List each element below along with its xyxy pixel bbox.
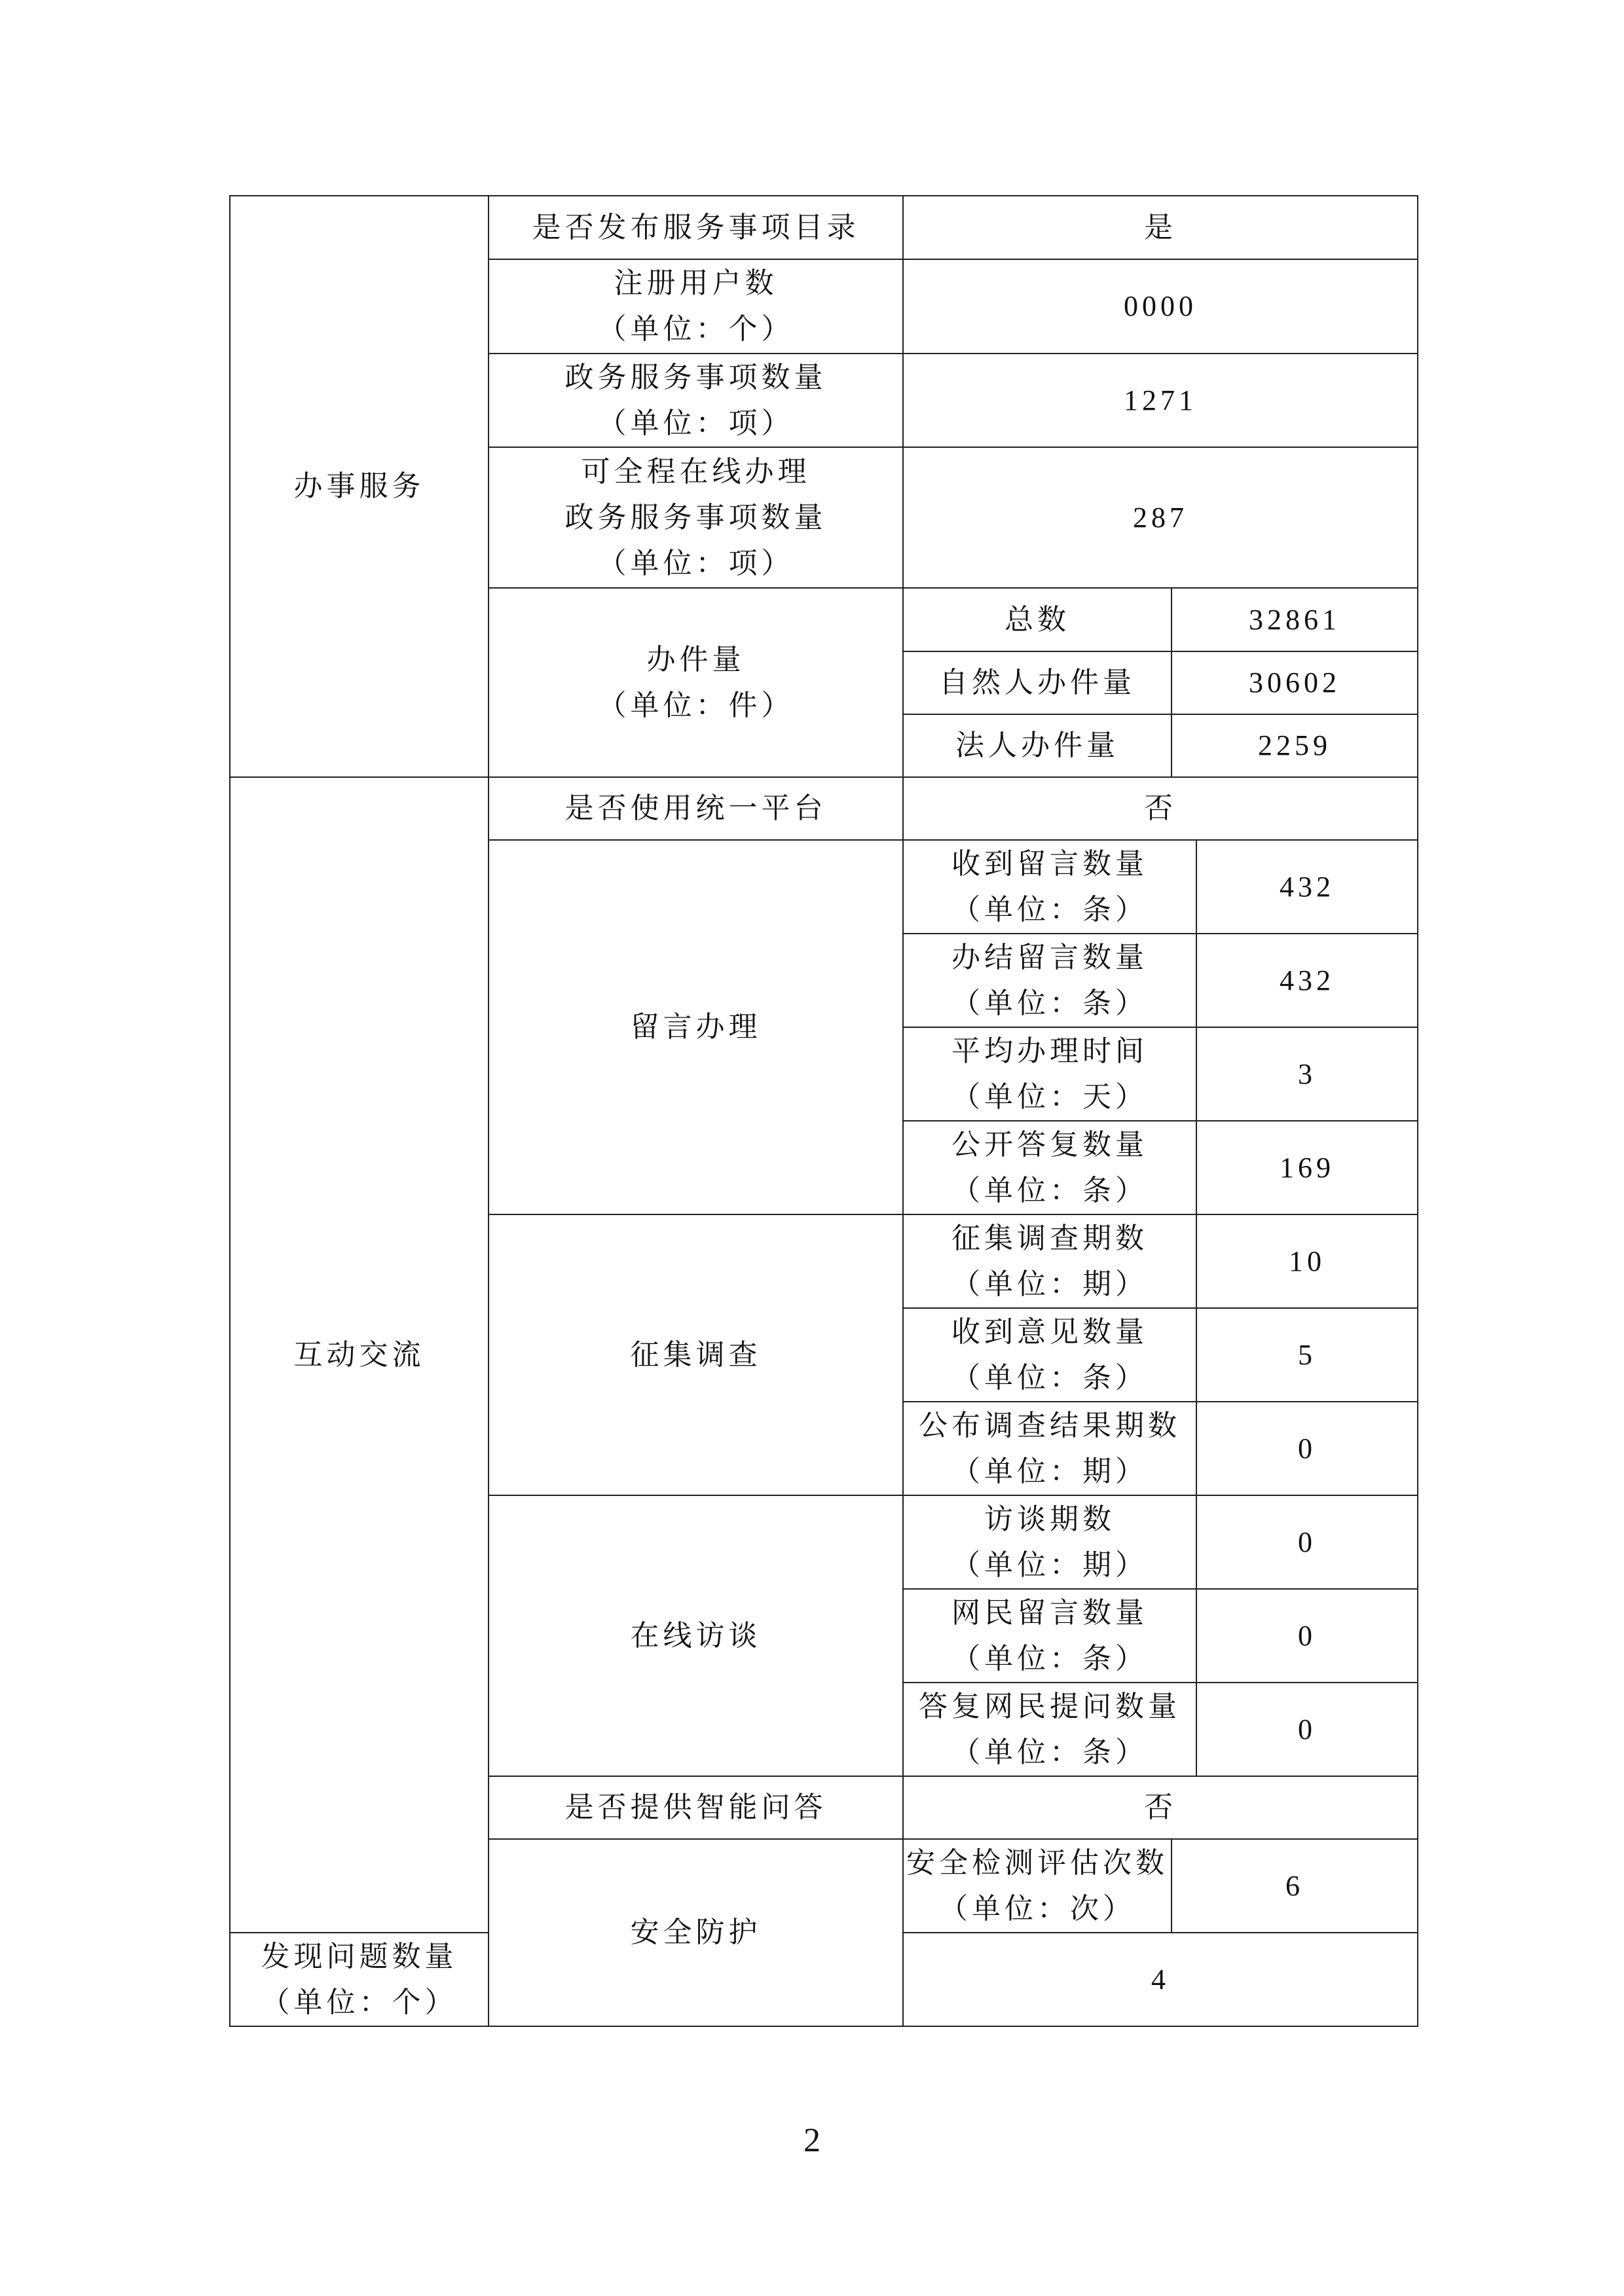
closed-value: 432 <box>1196 934 1418 1027</box>
online-label-cell <box>489 447 903 588</box>
checks-label-cell <box>903 1839 1172 1933</box>
messages-group: 留言办理 <box>489 840 903 1214</box>
table-row <box>230 196 1418 259</box>
online-value: 287 <box>903 447 1418 588</box>
items-label: 政务服务事项数量 <box>564 360 827 394</box>
statistics-table <box>229 195 1418 2027</box>
answers-label-cell <box>903 1683 1196 1776</box>
public-label-cell <box>903 1121 1196 1214</box>
issues-label-cell <box>230 1933 489 2026</box>
users-label: 注册用户数 <box>614 266 778 300</box>
items-unit: （单位：项） <box>597 406 794 440</box>
legal-label: 法人办件量 <box>903 714 1172 777</box>
survey-value: 10 <box>1196 1214 1418 1308</box>
interviews-value: 0 <box>1196 1495 1418 1589</box>
users-label-cell <box>489 259 903 354</box>
section-security: 安全防护 <box>489 1839 903 2026</box>
netizen-label: 网民留言数量 <box>951 1595 1148 1630</box>
opinions-unit: （单位：条） <box>951 1360 1148 1394</box>
natural-label: 自然人办件量 <box>903 651 1172 714</box>
received-label: 收到留言数量 <box>951 847 1148 881</box>
checks-value: 6 <box>1172 1839 1418 1933</box>
smart-value: 否 <box>903 1776 1418 1839</box>
closed-label: 办结留言数量 <box>951 940 1148 974</box>
received-value: 432 <box>1196 840 1418 934</box>
section-office-service: 办事服务 <box>230 196 489 777</box>
natural-value: 30602 <box>1172 651 1418 714</box>
opinions-value: 5 <box>1196 1308 1418 1402</box>
netizen-unit: （单位：条） <box>951 1641 1148 1675</box>
checks-unit: （单位：次） <box>939 1891 1135 1925</box>
online-unit: （单位：项） <box>597 546 794 580</box>
survey-label: 征集调查期数 <box>951 1221 1148 1255</box>
issues-unit: （单位：个） <box>261 1985 458 2019</box>
cases-label-cell <box>489 588 903 777</box>
online-label-1: 可全程在线办理 <box>581 454 811 488</box>
smart-label: 是否提供智能问答 <box>489 1776 903 1839</box>
legal-value: 2259 <box>1172 714 1418 777</box>
total-value: 32861 <box>1172 588 1418 651</box>
received-label-cell <box>903 840 1196 934</box>
closed-unit: （单位：条） <box>951 986 1148 1020</box>
cases-label: 办件量 <box>646 642 745 676</box>
page-number: 2 <box>803 2122 821 2159</box>
avg-value: 3 <box>1196 1027 1418 1121</box>
interview-group: 在线访谈 <box>489 1495 903 1776</box>
cases-unit: （单位：件） <box>597 688 794 722</box>
results-label-cell <box>903 1402 1196 1495</box>
items-label-cell <box>489 354 903 447</box>
catalog-label: 是否发布服务事项目录 <box>489 196 903 259</box>
public-value: 169 <box>1196 1121 1418 1214</box>
interviews-label-cell <box>903 1495 1196 1589</box>
received-unit: （单位：条） <box>951 892 1148 926</box>
table-row <box>230 777 1418 840</box>
issues-value: 4 <box>903 1933 1418 2026</box>
closed-label-cell <box>903 934 1196 1027</box>
users-value: 0000 <box>903 259 1418 354</box>
answers-value: 0 <box>1196 1683 1418 1776</box>
issues-label: 发现问题数量 <box>261 1939 458 1973</box>
interviews-unit: （单位：期） <box>951 1548 1148 1582</box>
unified-value: 否 <box>903 777 1418 840</box>
total-label: 总数 <box>903 588 1172 651</box>
section-interaction: 互动交流 <box>230 777 489 1933</box>
answers-label: 答复网民提问数量 <box>919 1689 1181 1723</box>
results-unit: （单位：期） <box>951 1454 1148 1488</box>
public-unit: （单位：条） <box>951 1173 1148 1207</box>
catalog-value: 是 <box>903 196 1418 259</box>
avg-label-cell <box>903 1027 1196 1121</box>
survey-group: 征集调查 <box>489 1214 903 1495</box>
survey-label-cell <box>903 1214 1196 1308</box>
opinions-label: 收到意见数量 <box>951 1315 1148 1349</box>
avg-unit: （单位：天） <box>951 1080 1148 1114</box>
netizen-label-cell <box>903 1589 1196 1683</box>
interviews-label: 访谈期数 <box>984 1502 1115 1536</box>
results-value: 0 <box>1196 1402 1418 1495</box>
results-label: 公布调查结果期数 <box>919 1408 1181 1442</box>
users-unit: （单位：个） <box>597 312 794 346</box>
checks-label: 安全检测评估次数 <box>906 1846 1168 1880</box>
survey-unit: （单位：期） <box>951 1267 1148 1301</box>
public-label: 公开答复数量 <box>951 1127 1148 1161</box>
unified-label: 是否使用统一平台 <box>489 777 903 840</box>
netizen-value: 0 <box>1196 1589 1418 1683</box>
avg-label: 平均办理时间 <box>951 1034 1148 1068</box>
online-label-2: 政务服务事项数量 <box>564 500 827 534</box>
items-value: 1271 <box>903 354 1418 447</box>
answers-unit: （单位：条） <box>951 1735 1148 1769</box>
opinions-label-cell <box>903 1308 1196 1402</box>
